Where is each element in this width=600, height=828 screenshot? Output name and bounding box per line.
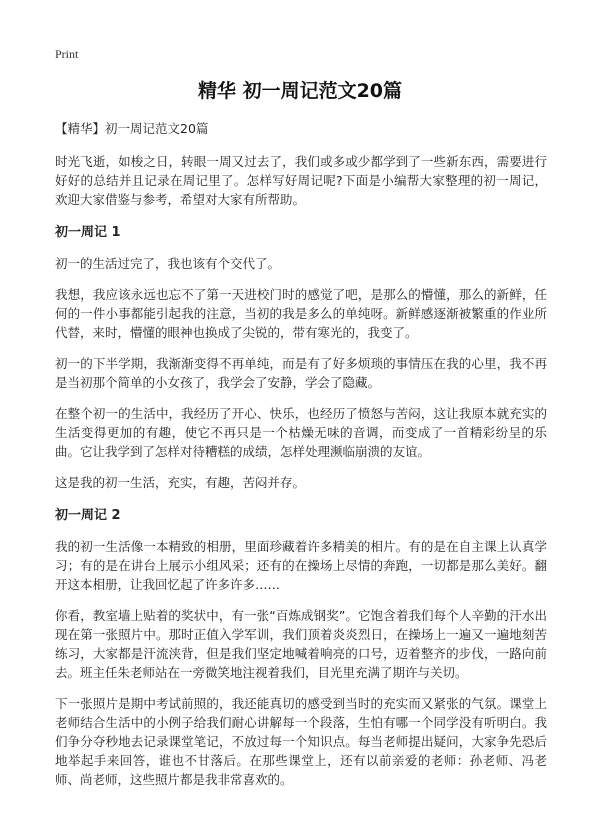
paragraph: 初一的下半学期，我渐渐变得不再单纯，而是有了好多烦琐的事情压在我的心里，我不再是当初那个简单的小女孩了，我学会了安静，学会了隐藏。 <box>55 356 547 390</box>
paragraph: 我的初一生活像一本精致的相册，里面珍藏着许多精美的相片。有的是在自主课上认真学习；有的是在讲台上展示小组风采；还有的在操场上尽情的奔跑，一切都是那么美好。翻开这本相册，让我回忆起了许多许多…… <box>55 539 547 592</box>
paragraph: 下一张照片是期中考试前照的，我还能真切的感受到当时的充实而又紧张的气氛。课堂上老师结合生活中的小例子给我们耐心讲解每一个段落，生怕有哪一个同学没有听明白。我们争分夺秒地去记录课堂笔记，不放过每一个知识点。每当老师提出疑问，大家争先恐后地举起手来回答，谁也不甘落后。在那些课堂上，还有以前亲爱的老师：孙老师、冯老师、尚老师，这些照片都是我非常喜欢的。 <box>55 696 547 787</box>
paragraph: 这是我的初一生活，充实，有趣，苦闷并存。 <box>55 475 306 490</box>
section-heading-2: 初一周记 2 <box>55 508 121 523</box>
paragraph: 初一的生活过完了，我也该有个交代了。 <box>55 256 281 271</box>
paragraph: 在整个初一的生活中，我经历了开心、快乐，也经历了愤怒与苦闷，这让我原本就充实的生活变得更加的有趣，使它不再只是一个枯燥无味的音调，而变成了一首精彩纷呈的乐曲。它让我学到了怎样对待糟糕的成绩，怎样处理濒临崩溃的友谊。 <box>55 406 547 459</box>
page-title: 精华 初一周记范文20篇 <box>197 80 403 102</box>
paragraph: 你看，教室墙上贴着的奖状中，有一张“百炼成钢奖”。它饱含着我们每个人辛勤的汗水出现在第一张照片中。那时正值入学军训，我们顶着炎炎烈日，在操场上一遍又一遍地刻苦练习，大家都是汗流浃背，但是我们坚定地喊着响亮的口号，迈着整齐的步伐，一路向前去。班主任朱老师站在一旁微笑地注视着我们，目光里充满了期许与关切。 <box>55 608 547 680</box>
article-body <box>55 120 547 801</box>
section-heading-1: 初一周记 1 <box>55 225 121 240</box>
print-link[interactable]: Print <box>55 47 79 61</box>
article-subtitle: 【精华】初一周记范文20篇 <box>55 121 209 136</box>
intro-paragraph: 时光飞逝，如梭之日，转眼一周又过去了，我们或多或少都学到了一些新东西，需要进行好好的总结并且记录在周记里了。怎样写好周记呢?下面是小编帮大家整理的初一周记，欢迎大家借鉴与参考，希望对大家有所帮助。 <box>55 154 547 207</box>
paragraph: 我想，我应该永远也忘不了第一天进校门时的感觉了吧，是那么的懵懂，那么的新鲜，任何的一件小事都能引起我的注意，当初的我是多么的单纯呀。新鲜感逐渐被繁重的作业所代替，来时，懵懂的眼神也换成了尖锐的，带有寒光的，我变了。 <box>55 287 547 340</box>
